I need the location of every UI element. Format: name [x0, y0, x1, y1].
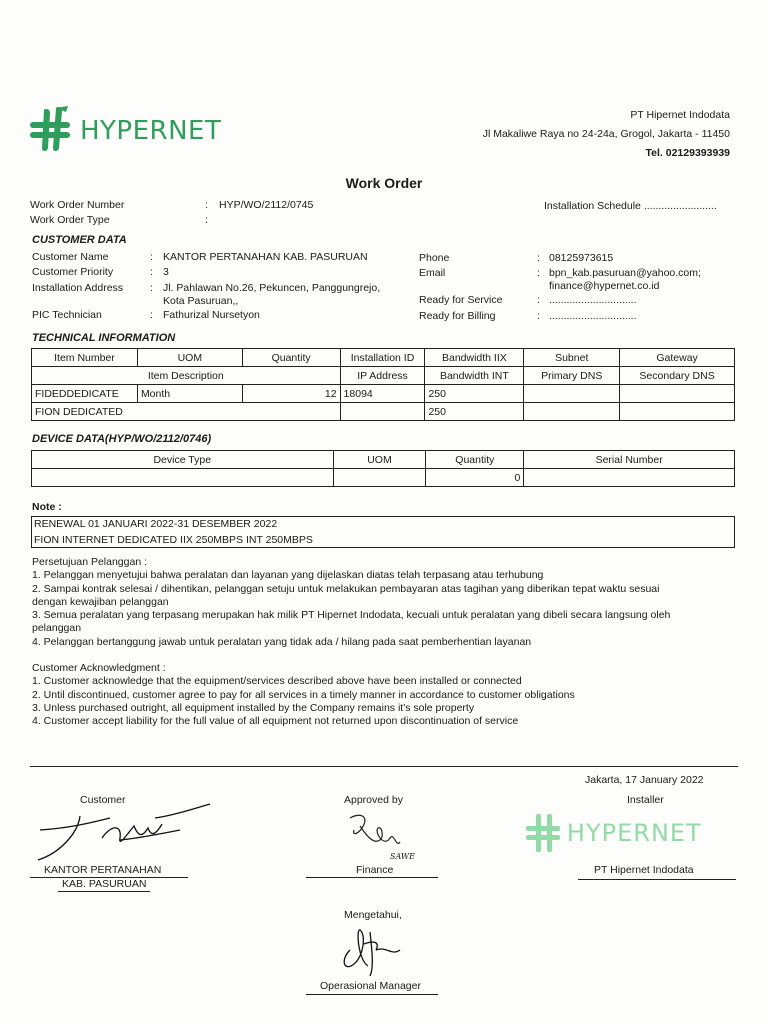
cell-serial [524, 469, 735, 487]
th-primary-dns: Primary DNS [524, 367, 620, 385]
colon: : [150, 309, 153, 321]
hypernet-stamp-icon [524, 810, 564, 856]
note-label: Note : [32, 501, 62, 513]
colon: : [150, 251, 153, 263]
wo-number-value: HYP/WO/2112/0745 [219, 199, 314, 211]
cell-primary-dns [524, 403, 620, 421]
installation-address-line2: Kota Pasuruan,, [163, 295, 239, 307]
note-line1: RENEWAL 01 JANUARI 2022-31 DESEMBER 2022 [34, 518, 278, 530]
customer-sign-name1: KANTOR PERTANAHAN [44, 864, 162, 876]
device-section-title: DEVICE DATA(HYP/WO/2112/0746) [32, 433, 212, 445]
cell-ip [340, 403, 425, 421]
th-serial-number: Serial Number [524, 451, 735, 469]
email-line2: finance@hypernet.co.id [549, 280, 660, 292]
ready-billing-label: Ready for Billing [419, 310, 496, 322]
agreement-id-item: 4. Pelanggan bertanggung jawab untuk peralatan yang tidak ada / hilang pada saat pemberhentian layanan [32, 635, 532, 648]
company-phone: Tel. 02129393939 [645, 147, 730, 159]
th-device-uom: UOM [333, 451, 426, 469]
email-label: Email [419, 267, 446, 279]
wo-type-colon: : [205, 214, 208, 226]
technical-table [31, 348, 735, 421]
agreement-id-item: 1. Pelanggan menyetujui bahwa peralatan dan layanan yang dijelaskan diatas telah terpasang atau terhubung [32, 569, 544, 582]
pic-technician-label: PIC Technician [32, 309, 102, 321]
cell-install-id: 18094 [340, 385, 425, 403]
mengetahui-label: Mengetahui, [344, 909, 402, 921]
manager-sign-name: Operasional Manager [320, 980, 421, 992]
page-title: Work Order [345, 175, 423, 191]
agreement-en-item: 1. Customer acknowledge that the equipment/services described above have been installed or connected [32, 675, 522, 688]
customer-sign-underline [58, 891, 150, 892]
table-row [32, 403, 735, 421]
agreement-en-item: 4. Customer accept liability for the full value of all equipment not returned upon discontinuation of service [32, 715, 519, 728]
th-installation-id: Installation ID [340, 349, 425, 367]
agreement-id-item: pelanggan [32, 622, 82, 635]
ready-billing-value: .............................. [549, 310, 637, 322]
installer-sign-label: Installer [627, 794, 664, 806]
agreement-english [32, 662, 575, 728]
installer-sign-line [578, 879, 736, 880]
customer-signature [30, 798, 220, 868]
divider [30, 766, 738, 767]
th-bandwidth-iix: Bandwidth IIX [425, 349, 524, 367]
cell-gateway [620, 385, 735, 403]
agreement-id-item: dengan kewajiban pelanggan [32, 595, 169, 608]
th-item-description: Item Description [32, 367, 341, 385]
wo-number-label: Work Order Number [30, 199, 125, 211]
table-row [32, 469, 735, 487]
email-line1: bpn_kab.pasuruan@yahoo.com; [549, 267, 701, 279]
logo-wordmark: HYPERNET [80, 116, 222, 146]
cell-item: FIDEDDEDICATE [32, 385, 138, 403]
manager-sign-line [306, 994, 438, 995]
cell-bw-iix: 250 [425, 385, 524, 403]
cell-device-type [32, 469, 334, 487]
colon: : [537, 267, 540, 279]
cell-qty: 12 [242, 385, 340, 403]
company-address: Jl Makaliwe Raya no 24-24a, Grogol, Jakarta - 11450 [482, 128, 730, 140]
technical-section-title: TECHNICAL INFORMATION [32, 332, 176, 344]
phone-label: Phone [419, 252, 450, 264]
colon: : [537, 294, 540, 306]
note-box [31, 516, 735, 548]
agreement-id-title: Persetujuan Pelanggan : [32, 556, 148, 568]
device-table [31, 450, 735, 487]
installer-stamp [524, 810, 702, 856]
agreement-indonesian [32, 556, 670, 649]
installer-sign-name: PT Hipernet Indodata [594, 864, 694, 876]
table-header-row [32, 451, 735, 469]
cell-subnet [524, 385, 620, 403]
approved-sign-name: Finance [356, 864, 394, 876]
installation-address-label: Installation Address [32, 282, 124, 294]
table-header-row [32, 349, 735, 367]
phone-value: 08125973615 [549, 252, 614, 264]
approved-sign-line [306, 877, 438, 878]
th-subnet: Subnet [524, 349, 620, 367]
th-item-number: Item Number [32, 349, 138, 367]
agreement-en-title: Customer Acknowledgment : [32, 662, 166, 674]
wo-type-label: Work Order Type [30, 214, 110, 226]
th-device-type: Device Type [32, 451, 334, 469]
cell-description: FION DEDICATED [32, 403, 341, 421]
th-gateway: Gateway [620, 349, 735, 367]
sign-date: Jakarta, 17 January 2022 [585, 774, 704, 786]
th-device-quantity: Quantity [426, 451, 524, 469]
th-ip-address: IP Address [340, 367, 425, 385]
table-header-row [32, 367, 735, 385]
cell-device-uom [333, 469, 426, 487]
agreement-en-item: 2. Until discontinued, customer agree to pay for all services in a timely manner in accordance to customer obligations [32, 688, 575, 701]
customer-priority-label: Customer Priority [32, 266, 114, 278]
customer-sign-label: Customer [80, 794, 126, 806]
colon: : [150, 266, 153, 278]
cell-secondary-dns [620, 403, 735, 421]
th-uom: UOM [137, 349, 242, 367]
ready-service-value: .............................. [549, 294, 637, 306]
ready-service-label: Ready for Service [419, 294, 503, 306]
colon: : [537, 310, 540, 322]
customer-sign-line [30, 877, 188, 878]
cell-device-qty: 0 [426, 469, 524, 487]
th-secondary-dns: Secondary DNS [620, 367, 735, 385]
manager-signature [330, 920, 420, 980]
customer-priority-value: 3 [163, 266, 169, 278]
agreement-id-item: 2. Sampai kontrak selesai / dihentikan, pelanggan setuju untuk melakukan pembayaran atas tagihan yang diberikan tepat waktu sesuai [32, 582, 660, 595]
customer-name-label: Customer Name [32, 251, 109, 263]
hypernet-logo-icon [26, 104, 76, 154]
customer-name-value: KANTOR PERTANAHAN KAB. PASURUAN [163, 251, 368, 263]
th-quantity: Quantity [242, 349, 340, 367]
installation-schedule: Installation Schedule ......................... [544, 200, 717, 212]
finance-signature [340, 808, 430, 868]
approved-sign-label: Approved by [344, 794, 403, 806]
customer-section-title: CUSTOMER DATA [32, 234, 127, 246]
table-row [32, 385, 735, 403]
th-bandwidth-int: Bandwidth INT [425, 367, 524, 385]
colon: : [537, 252, 540, 264]
wo-number-colon: : [205, 199, 208, 211]
installer-stamp-text: HYPERNET [566, 819, 702, 847]
company-name: PT Hipernet Indodata [630, 109, 730, 121]
installation-address-line1: Jl. Pahlawan No.26, Pekuncen, Panggungrejo, [163, 282, 381, 294]
finance-signature-mark: SAWE [390, 852, 415, 861]
agreement-en-item: 3. Unless purchased outright, all equipment installed by the Company remains it's sole property [32, 701, 475, 714]
cell-uom: Month [137, 385, 242, 403]
agreement-id-item: 3. Semua peralatan yang terpasang merupakan hak milik PT Hipernet Indodata, kecuali untuk peralatan yang dibeli secara langsung oleh [32, 609, 671, 622]
cell-bw-int: 250 [425, 403, 524, 421]
note-line2: FION INTERNET DEDICATED IIX 250MBPS INT 250MBPS [34, 533, 313, 546]
company-logo [26, 104, 76, 157]
colon: : [150, 282, 153, 294]
customer-sign-name2: KAB. PASURUAN [62, 878, 147, 890]
pic-technician-value: Fathurizal Nursetyon [163, 309, 260, 321]
